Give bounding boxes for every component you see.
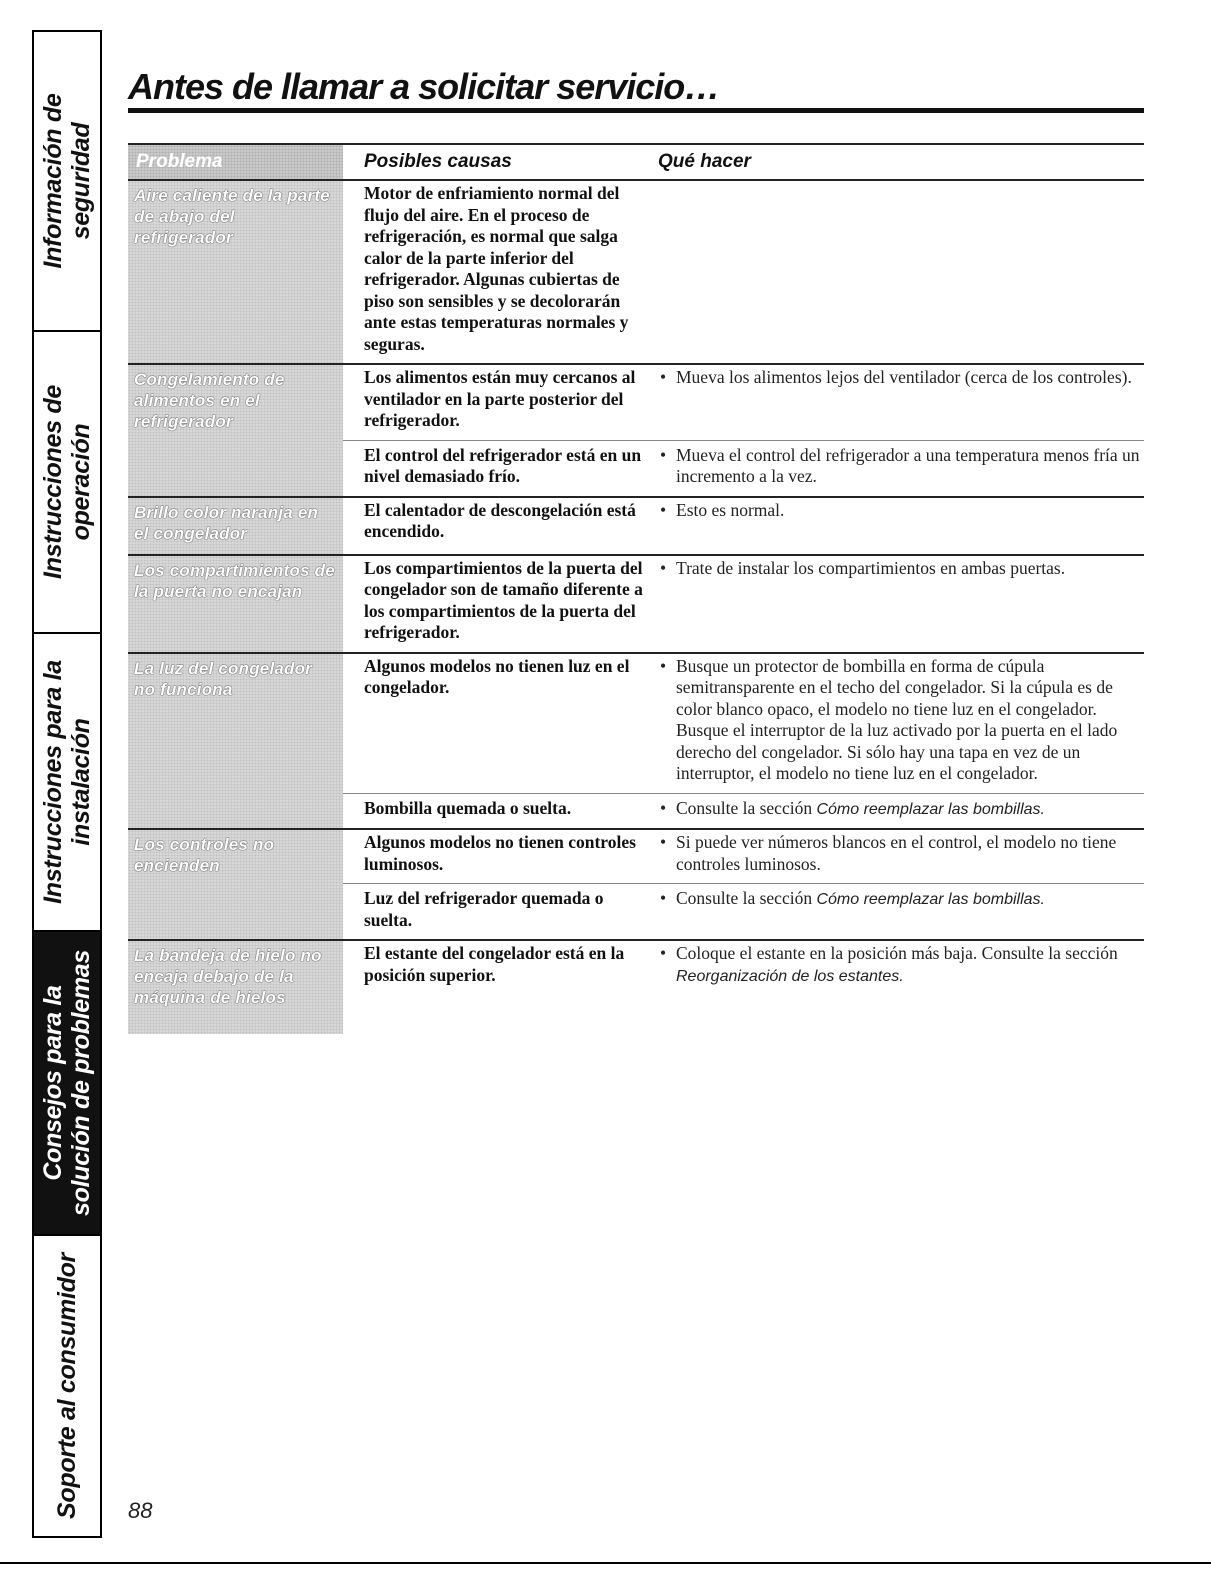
cause-text: Luz del refrigerador quemada o suelta. [364,888,604,930]
troubleshooting-table [128,143,1144,1034]
table-row [128,556,1144,654]
side-tab-label: Soporte al consumidor [53,1253,81,1519]
fix-text [660,656,1144,785]
bullet-icon: • [660,797,667,818]
section-reference: Cómo reemplazar las bombillas. [816,891,1045,908]
cause-row [343,440,1144,496]
table-row [128,654,1144,831]
fix-text-body: Consulte la sección [676,797,817,818]
header-problem: Problema [128,145,343,179]
problem-cell [128,498,343,554]
problem-cell [128,654,343,829]
cause-row [343,556,1144,652]
bullet-icon: • [660,557,667,578]
table-row [128,181,1144,365]
problem-label: La bandeja de hielo no encaja debajo de la máquina de hielos [134,946,322,1007]
problem-label: Los controles no encienden [134,835,275,875]
fix-text-body: Busque un protector de bombilla en forma de cúpula semitransparente en el techo del congelador. Si la cúpula es de color blanco opaco, el modelo no tiene luz en el congelador. Busque el interruptor de la luz activado por la puerta en el lado derecho del congelador. Si sólo hay una tapa en vez de un interruptor, el modelo no tiene luz en el congelador. [676,655,1118,783]
fix-text [660,943,1144,987]
cause-text: Los compartimientos de la puerta del congelador son de tamaño diferente a los compartimientos de la puerta del refrigerador. [364,557,643,642]
fix-text-body: Coloque el estante en la posición más baja. Consulte la sección [676,943,1118,963]
problem-cell [128,181,343,363]
problem-label: Brillo color naranja en el congelador [134,502,319,543]
section-reference: Reorganización de los estantes. [676,967,904,985]
bullet-icon: • [660,943,667,963]
fix-text [660,445,1144,488]
table-row [128,830,1144,941]
side-tab-safety[interactable] [34,32,100,332]
fix-text [660,558,1144,644]
side-tab-label: Instrucciones para la instalación [39,660,95,904]
causes-column [343,181,1144,363]
causes-column [343,498,1144,554]
cause-text: Motor de enfriamiento normal del flujo del aire. En el proceso de refrigeración, es normal que salga calor de la parte inferior del refrigerador. Algunas cubiertas de piso son sensibles y se decolorarán ante estas temperaturas normales y seguras. [364,183,629,354]
bullet-icon: • [660,832,667,852]
problem-cell [128,365,343,496]
table-header [128,143,1144,181]
causes-column [343,654,1144,829]
cause-text: El control del refrigerador está en un nivel demasiado frío. [364,444,642,486]
fix-text [660,500,1144,543]
fix-text-body: Esto es normal. [676,499,785,520]
cause-row [343,498,1144,551]
fix-text-body: Si puede ver números blancos en el control, el modelo no tiene controles luminosos. [676,832,1117,874]
fix-text-body: Consulte la sección [676,888,817,908]
fix-text-body: Mueva los alimentos lejos del ventilador (cerca de los controles). [676,367,1132,387]
problem-label: Aire caliente de la parte de abajo del refrigerador [134,186,330,247]
section-reference: Cómo reemplazar las bombillas. [816,800,1045,818]
page-title: Antes de llamar a solicitar servicio… [128,66,720,107]
table-row [128,941,1144,1034]
cause-row [343,883,1144,939]
cause-text: El estante del congelador está en la posición superior. [364,943,625,985]
causes-column [343,941,1144,1034]
problem-label: Congelamiento de alimentos en el refrigerador [134,370,285,431]
causes-column [343,365,1144,496]
bullet-icon: • [660,888,667,908]
side-tab-label: Información de seguridad [39,93,95,269]
problem-cell [128,556,343,652]
causes-column [343,830,1144,939]
problem-label: La luz del congelador no funciona [134,658,313,699]
page-number: 88 [128,1498,153,1523]
side-tab-troubleshooting[interactable] [34,932,100,1236]
cause-text: Algunos modelos no tienen luz en el congelador. [364,655,630,697]
bullet-icon: • [660,499,667,520]
side-tab-installation[interactable] [34,634,100,932]
fix-text-body: Trate de instalar los compartimientos en ambas puertas. [676,557,1066,578]
fix-text [660,832,1144,875]
cause-row [343,654,1144,793]
cause-row [343,365,1144,440]
cause-row [343,830,1144,883]
cause-row [343,941,1144,995]
side-tab-operation[interactable] [34,332,100,634]
bullet-icon: • [660,367,667,387]
cause-text: Los alimentos están muy cercanos al ventilador en la parte posterior del refrigerador. [364,367,636,430]
cause-text: Bombilla quemada o suelta. [364,797,572,818]
title-rule [128,108,1144,113]
bottom-rule [0,1562,1211,1564]
fix-text-body: Mueva el control del refrigerador a una temperatura menos fría un incremento a la vez. [676,444,1140,486]
problem-cell [128,830,343,939]
cause-text: Algunos modelos no tienen controles luminosos. [364,832,636,874]
cause-row [343,793,1144,829]
problem-label: Los compartimientos de la puerta no encajan [134,560,335,601]
bullet-icon: • [660,444,667,465]
fix-text [660,367,1144,432]
cause-text: El calentador de descongelación está encendido. [364,499,636,541]
cause-row [343,181,1144,363]
section-side-tabs [32,30,102,1538]
header-possible-causes: Posibles causas [364,151,512,172]
causes-column [343,556,1144,652]
table-row [128,498,1144,556]
bullet-icon: • [660,655,667,676]
fix-text [660,888,1144,931]
fix-text [660,183,1144,355]
side-tab-label: Instrucciones de operación [39,385,95,579]
header-what-to-do: Qué hacer [658,151,751,172]
fix-text [660,798,1144,821]
table-row [128,365,1144,498]
side-tab-label: Consejos para la solución de problemas [39,950,95,1216]
side-tab-consumer-support[interactable] [34,1236,100,1536]
problem-cell [128,941,343,1034]
